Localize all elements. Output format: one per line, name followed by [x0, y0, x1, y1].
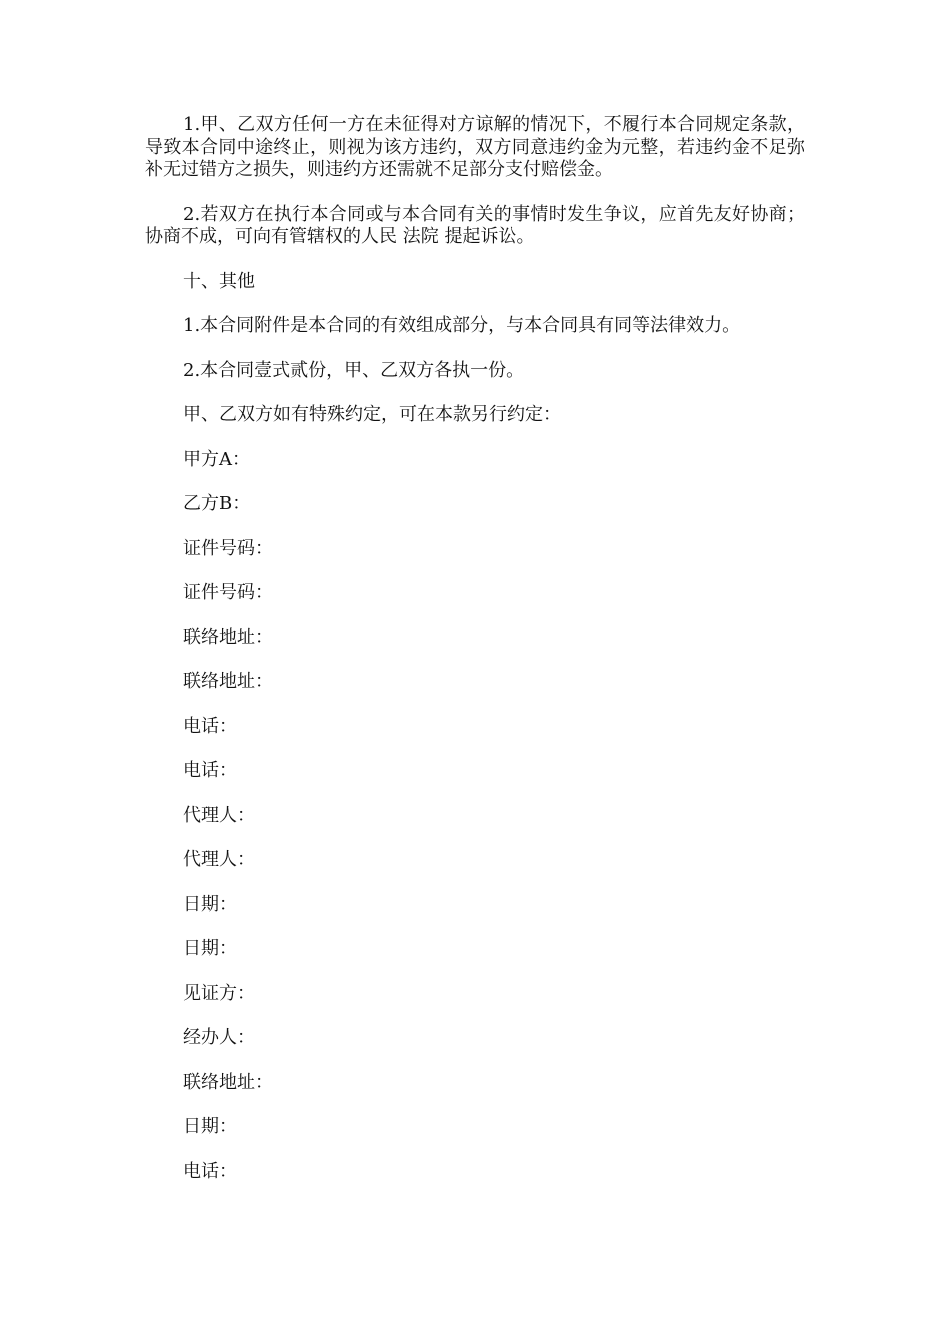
field-witness-phone: 电话： [183, 1160, 237, 1182]
field-id-number-b: 证件号码： [183, 582, 273, 603]
field-phone-a: 电话： [183, 715, 237, 737]
clause-dispute: 2.若双方在执行本合同或与本合同有关的事情时发生争议，应首先友好协商；协商不成，可向有管辖权的人民 法院 提起诉讼。 [145, 203, 805, 247]
clause-attachment: 1.本合同附件是本合同的有效组成部分，与本合同具有同等法律效力。 [183, 315, 741, 336]
field-witness: 见证方： [183, 982, 255, 1004]
field-date-b: 日期： [183, 938, 237, 959]
field-address-b: 联络地址： [183, 671, 273, 692]
clause-special-agreement: 甲、乙双方如有特殊约定，可在本款另行约定： [183, 404, 561, 425]
field-agent-b: 代理人： [183, 849, 255, 870]
field-agent-a: 代理人： [183, 804, 255, 826]
field-witness-date: 日期： [183, 1116, 237, 1137]
field-party-a: 甲方A： [183, 448, 250, 470]
field-date-a: 日期： [183, 893, 237, 915]
clause-copies: 2.本合同壹式贰份，甲、乙双方各执一份。 [183, 359, 525, 381]
field-phone-b: 电话： [183, 760, 237, 781]
document-body [145, 114, 805, 1205]
field-address-a: 联络地址： [183, 626, 273, 648]
field-witness-address: 联络地址： [183, 1071, 273, 1093]
clause-breach: 1.甲、乙双方任何一方在未征得对方谅解的情况下，不履行本合同规定条款，导致本合同中途终止，则视为该方违约，双方同意违约金为元整，若违约金不足弥补无过错方之损失，则违约方还需就不足部分支付赔偿金。 [145, 114, 805, 180]
field-id-number-a: 证件号码： [183, 537, 273, 559]
section-title-other: 十、其他 [183, 270, 255, 292]
field-party-b: 乙方B： [183, 493, 251, 514]
field-handler: 经办人： [183, 1027, 255, 1048]
